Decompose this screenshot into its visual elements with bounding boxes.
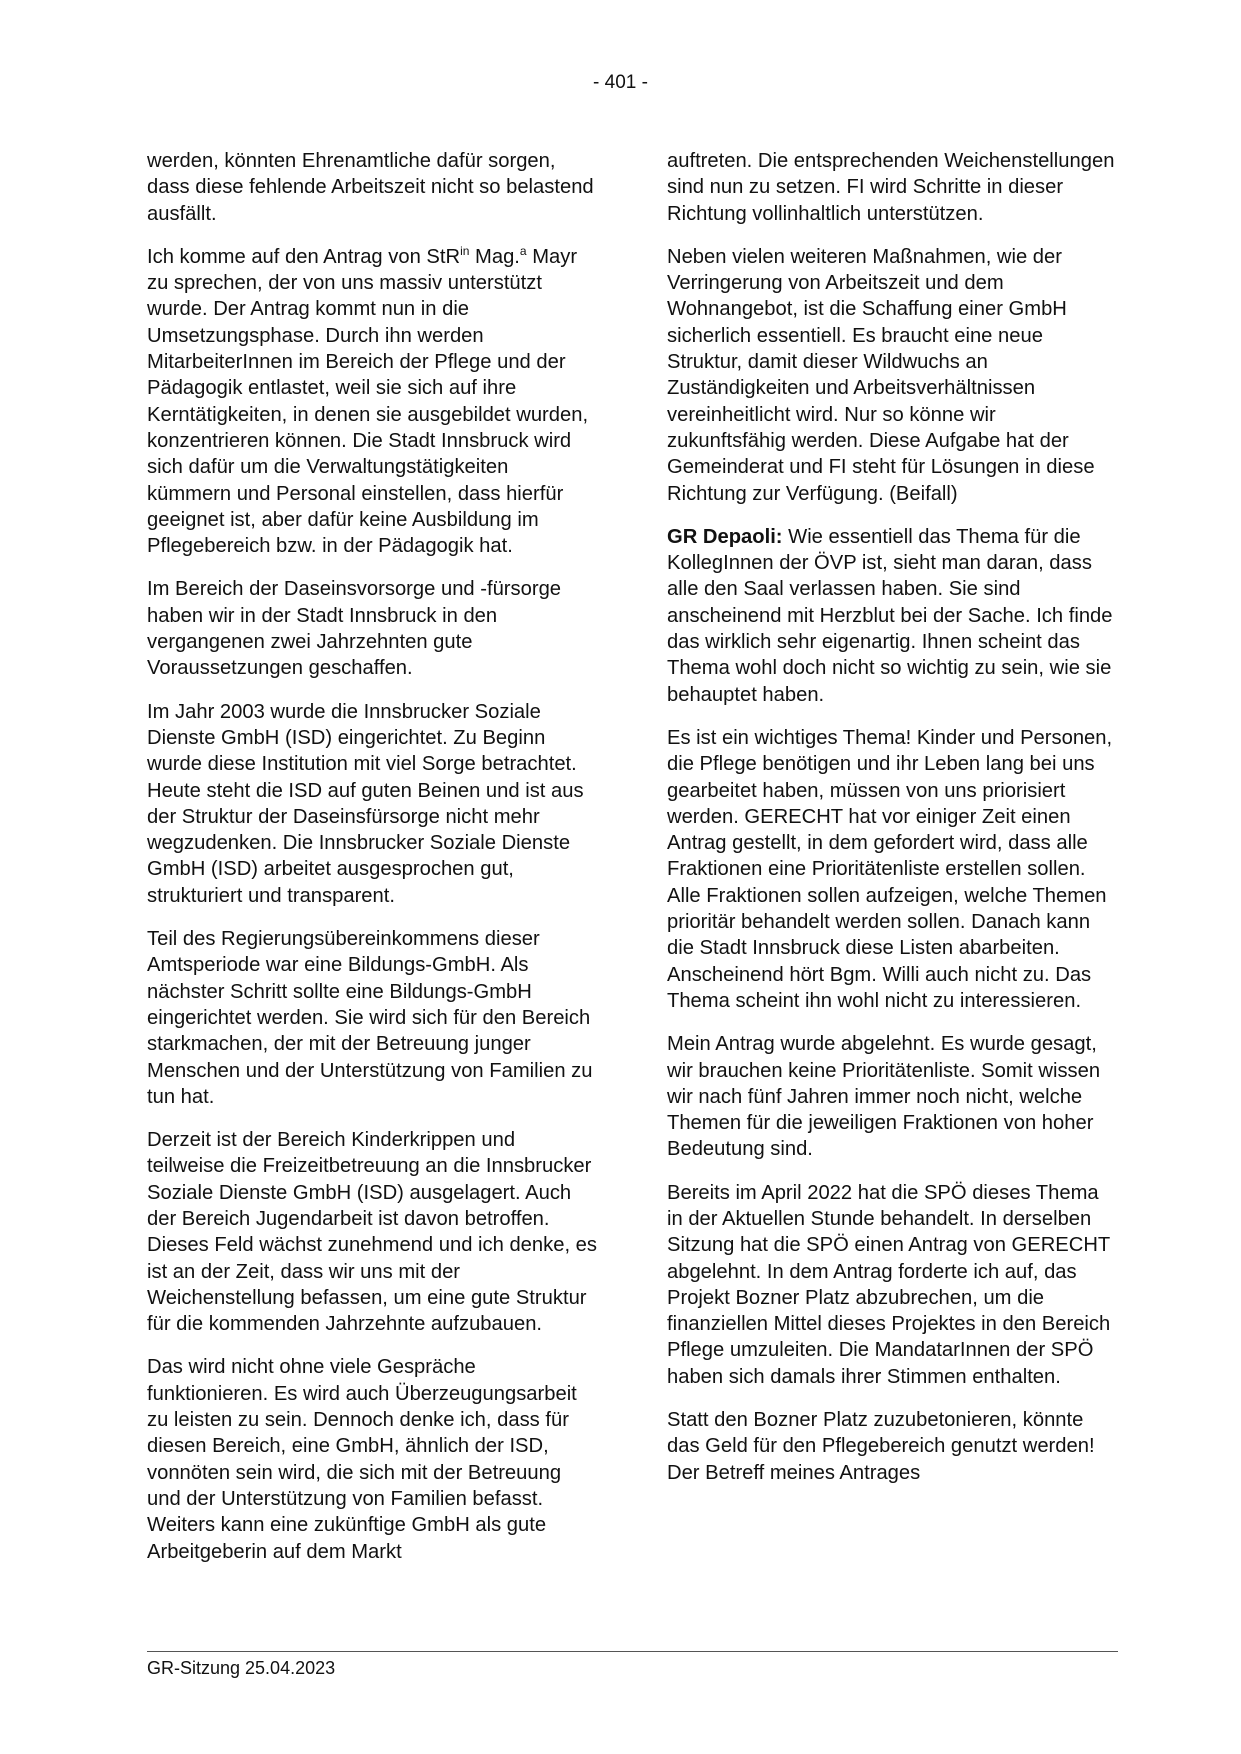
paragraph: Es ist ein wichtiges Thema! Kinder und Personen, die Pflege benötigen und ihr Leben lang bei uns gearbeitet haben, müssen von uns priorisiert werden. GERECHT hat vor einiger Zeit einen Antrag gestellt, in dem gefordert wird, dass alle Fraktionen eine Prioritätenliste erstellen sollen. Alle Fraktionen sollen aufzeigen, welche Themen prioritär behandelt werden sollen. Danach kann die Stadt Innsbruck diese Listen abarbeiten. Anscheinend hört Bgm. Willi auch nicht zu. Das Thema scheint ihn wohl nicht zu interessieren.: [667, 726, 1113, 1012]
paragraph: [667, 524, 1117, 708]
paragraph-text: Mag.: [469, 245, 520, 268]
paragraph-text: Wie essentiell das Thema für die KollegInnen der ÖVP ist, sieht man daran, dass alle den Saal verlassen haben. Sie sind anscheinend mit Herzblut bei der Sache. Ich finde das wirklich sehr eigenartig. Ihnen scheint das Thema wohl doch nicht so wichtig zu sein, wie sie behauptet haben.: [667, 525, 1113, 706]
paragraph: Teil des Regierungsübereinkommens dieser Amtsperiode war eine Bildungs-GmbH. Als nächster Schritt sollte eine Bildungs-GmbH eingerichtet werden. Sie wird sich für den Bereich starkmachen, der mit der Betreuung junger Menschen und der Unterstützung von Familien zu tun hat.: [147, 928, 593, 1108]
paragraph: Bereits im April 2022 hat die SPÖ dieses Thema in der Aktuellen Stunde behandelt. In derselben Sitzung hat die SPÖ einen Antrag von GERECHT abgelehnt. In dem Antrag forderte ich auf, das Projekt Bozner Platz abzubrechen, um die finanziellen Mittel dieses Projektes in den Bereich Pflege umzuleiten. Die MandatarInnen der SPÖ haben sich damals ihrer Stimmen enthalten.: [667, 1181, 1111, 1388]
paragraph: Statt den Bozner Platz zuzubetonieren, könnte das Geld für den Pflegebereich genutzt werden! Der Betreff meines Antrages: [667, 1409, 1095, 1484]
paragraph: Im Bereich der Daseinsvorsorge und -fürsorge haben wir in der Stadt Innsbruck in den vergangenen zwei Jahrzehnten gute Voraussetzungen geschaffen.: [147, 578, 562, 680]
paragraph: Mein Antrag wurde abgelehnt. Es wurde gesagt, wir brauchen keine Prioritätenliste. Somit wissen wir nach fünf Jahren immer noch nicht, welche Themen für die jeweiligen Fraktionen von hoher Bedeutung sind.: [667, 1033, 1101, 1161]
paragraph: auftreten. Die entsprechenden Weichenstellungen sind nun zu setzen. FI wird Schritte in dieser Richtung vollinhaltlich unterstützen.: [667, 150, 1115, 225]
paragraph: Neben vielen weiteren Maßnahmen, wie der Verringerung von Arbeitszeit und dem Wohnangebot, ist die Schaffung einer GmbH sicherlich essentiell. Es braucht eine neue Struktur, damit dieser Wildwuchs an Zuständigkeiten und Arbeitsverhältnissen vereinheitlicht wird. Nur so könne wir zukunftsfähig werden. Diese Aufgabe hat der Gemeinderat und FI steht für Lösungen in diese Richtung zur Verfügung. (Beifall): [667, 245, 1095, 505]
speaker-name: GR Depaoli:: [667, 525, 783, 548]
paragraph: werden, könnten Ehrenamtliche dafür sorgen, dass diese fehlende Arbeitszeit nicht so belastend ausfällt.: [147, 150, 594, 225]
paragraph: Im Jahr 2003 wurde die Innsbrucker Soziale Dienste GmbH (ISD) eingerichtet. Zu Beginn wurde diese Institution mit viel Sorge betrachtet. Heute steht die ISD auf guten Beinen und ist aus der Struktur der Daseinsfürsorge nicht mehr wegzudenken. Die Innsbrucker Soziale Dienste GmbH (ISD) arbeitet ausgesprochen gut, strukturiert und transparent.: [147, 700, 584, 907]
paragraph-text: Ich komme auf den Antrag von StR: [147, 245, 461, 268]
paragraph: Derzeit ist der Bereich Kinderkrippen und teilweise die Freizeitbetreuung an die Innsbrucker Soziale Dienste GmbH (ISD) ausgelagert. Auch der Bereich Jugendarbeit ist davon betroffen. Dieses Feld wächst zunehmend und ich denke, es ist an der Zeit, dass wir uns mit der Weichenstellung befassen, um eine gute Struktur für die kommenden Jahrzehnte aufzubauen.: [147, 1129, 597, 1336]
paragraph: Das wird nicht ohne viele Gespräche funktionieren. Es wird auch Überzeugungsarbeit zu leisten zu sein. Dennoch denke ich, dass für diesen Bereich, eine GmbH, ähnlich der ISD, vonnöten sein wird, die sich mit der Betreuung und der Unterstützung von Familien befasst. Weiters kann eine zukünftige GmbH als gute Arbeitgeberin auf dem Markt: [147, 1356, 577, 1563]
right-column: [667, 148, 1117, 1503]
page-number: - 401 -: [593, 72, 648, 93]
footer-divider: [147, 1651, 1118, 1652]
left-column: [147, 148, 597, 1582]
paragraph-text: Mayr zu sprechen, der von uns massiv unterstützt wurde. Der Antrag kommt nun in die Umsetzungsphase. Durch ihn werden MitarbeiterInnen im Bereich der Pflege und der Pädagogik entlastet, weil sie sich auf ihre Kerntätigkeiten, in denen sie ausgebildet wurden, konzentrieren können. Die Stadt Innsbruck wird sich dafür um die Verwaltungstätigkeiten kümmern und Personal einstellen, dass hierfür geeignet ist, aber dafür keine Ausbildung im Pflegebereich bzw. in der Pädagogik hat.: [147, 245, 589, 558]
footer-session-date: GR-Sitzung 25.04.2023: [147, 1658, 336, 1678]
paragraph: [147, 244, 597, 560]
superscript: in: [460, 243, 470, 258]
superscript: a: [519, 243, 527, 258]
